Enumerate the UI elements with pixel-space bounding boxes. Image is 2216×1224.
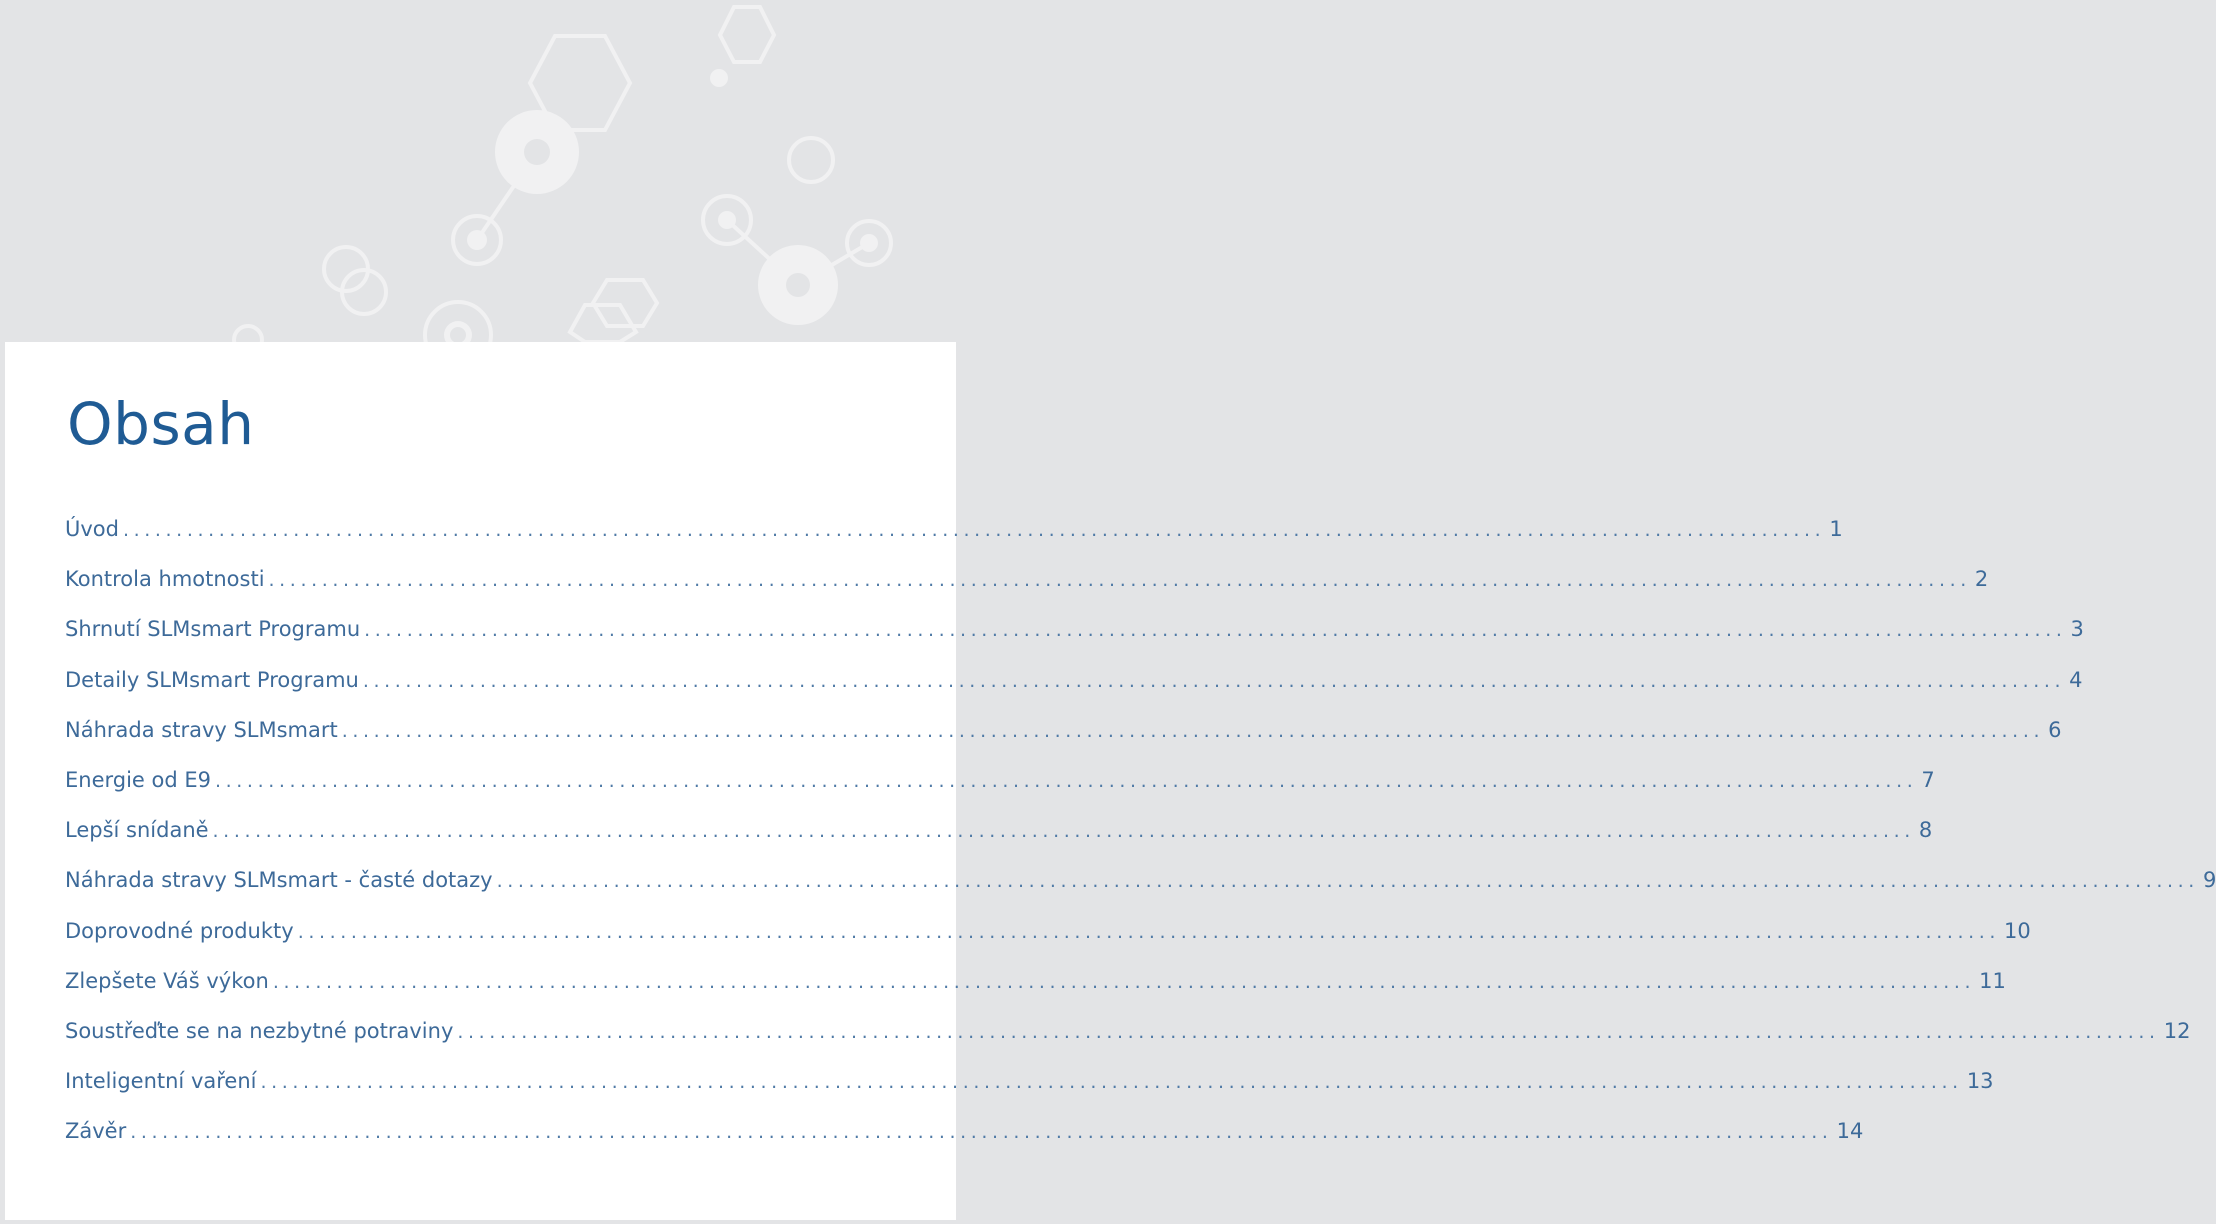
toc-page-number: 9	[2202, 868, 2216, 893]
toc-page-number: 14	[1836, 1119, 1864, 1144]
toc-entry-label: Náhrada stravy SLMsmart	[65, 717, 338, 742]
toc-entry-label: Úvod	[65, 517, 119, 541]
toc-entry-label: Závěr	[65, 1119, 127, 1144]
toc-dot-leader: ................................................................................................................................................................	[364, 619, 2067, 642]
toc-page-number: 3	[2070, 617, 2084, 642]
toc-entry[interactable]	[65, 717, 2062, 768]
toc-dot-leader: ................................................................................................................................................................	[272, 970, 1976, 993]
toc-dot-leader: ................................................................................................................................................................	[341, 719, 2045, 742]
molecule-icon	[0, 0, 960, 342]
toc-entry-label: Náhrada stravy SLMsmart - časté dotazy	[65, 868, 493, 893]
toc-entry[interactable]	[65, 868, 2216, 918]
toc-entry[interactable]	[65, 767, 1935, 818]
toc-entry-label: Doprovodné produkty	[65, 918, 294, 943]
toc-entry-label: Shrnutí SLMsmart Programu	[65, 617, 361, 642]
toc-dot-leader: ................................................................................................................................................................	[457, 1020, 2160, 1043]
toc-page-number: 7	[1921, 767, 1935, 792]
toc-page-number: 12	[2163, 1018, 2191, 1043]
toc-entry-label: Soustřeďte se na nezbytné potraviny	[65, 1018, 454, 1043]
toc-entry[interactable]	[65, 1018, 2191, 1069]
toc-page-number: 6	[2048, 717, 2062, 742]
toc-entry[interactable]	[65, 918, 2031, 969]
toc-page-number: 10	[2004, 918, 2031, 943]
header-decoration	[0, 0, 960, 342]
content-sheet	[5, 342, 2216, 1220]
toc-entry[interactable]	[65, 1069, 1994, 1119]
toc-dot-leader: ................................................................................................................................................................	[215, 769, 1918, 792]
toc-dot-leader: ................................................................................................................................................................	[297, 920, 2001, 943]
toc-page-number: 1	[1829, 517, 1843, 541]
toc-entry[interactable]	[65, 517, 1843, 567]
toc-page-number: 11	[1979, 968, 2006, 993]
table-of-contents	[65, 517, 2216, 1169]
toc-dot-leader: ................................................................................................................................................................	[362, 669, 2066, 692]
toc-entry[interactable]	[65, 667, 2083, 718]
page-title: Obsah	[67, 390, 255, 458]
toc-entry-label: Energie od E9	[65, 767, 212, 792]
toc-dot-leader: ................................................................................................................................................................	[130, 1121, 1833, 1144]
toc-entry[interactable]	[65, 968, 2006, 1019]
toc-page-number: 2	[1974, 567, 1989, 592]
toc-dot-leader: ................................................................................................................................................................	[260, 1071, 1963, 1094]
toc-page-number: 8	[1918, 818, 1933, 843]
toc-dot-leader: ................................................................................................................................................................	[212, 820, 1915, 843]
toc-page-number: 4	[2069, 667, 2083, 692]
toc-dot-leader: ................................................................................................................................................................	[268, 569, 1971, 592]
toc-entry-label: Detaily SLMsmart Programu	[65, 667, 359, 692]
toc-dot-leader: ................................................................................................................................................................	[122, 519, 1826, 541]
toc-entry[interactable]	[65, 818, 1933, 868]
toc-entry[interactable]	[65, 617, 2084, 667]
toc-entry-label: Lepší snídaně	[65, 818, 209, 843]
toc-entry-label: Kontrola hmotnosti	[65, 567, 265, 592]
toc-entry-label: Inteligentní vaření	[65, 1069, 257, 1094]
toc-page-number: 13	[1966, 1069, 1994, 1094]
toc-dot-leader: ................................................................................................................................................................	[496, 870, 2199, 893]
toc-entry[interactable]	[65, 567, 1989, 617]
toc-entry[interactable]	[65, 1119, 1864, 1169]
toc-entry-label: Zlepšete Váš výkon	[65, 968, 269, 993]
